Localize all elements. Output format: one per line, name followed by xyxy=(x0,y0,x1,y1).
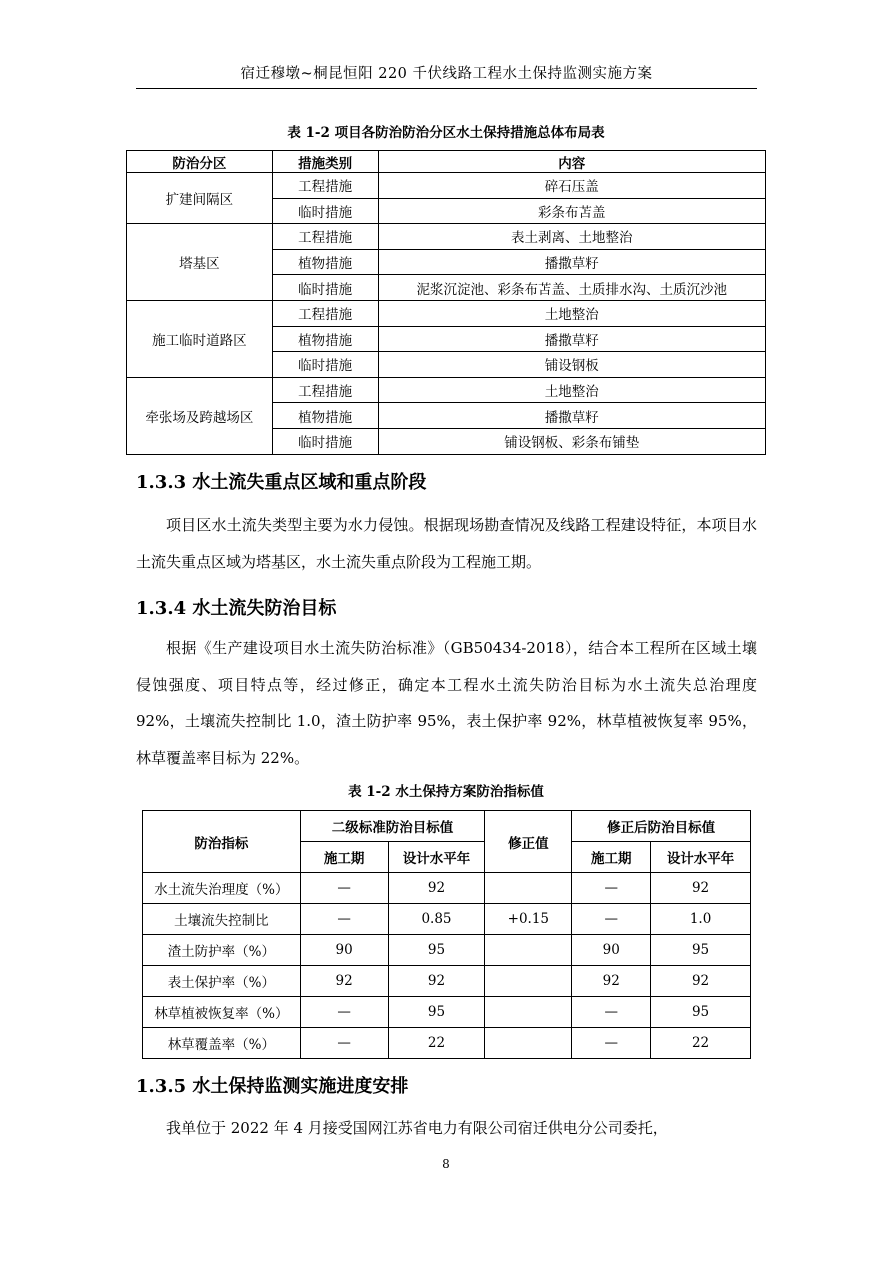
content-cell: 彩条布苫盖 xyxy=(378,198,765,224)
content-cell: 土地整治 xyxy=(378,300,765,326)
content-cell: 土地整治 xyxy=(378,377,765,403)
table-row xyxy=(143,997,751,1028)
value-cell: 22 xyxy=(651,1028,751,1059)
page-header: 宿迁穆墩~桐昆恒阳 220 千伏线路工程水土保持监测实施方案 xyxy=(240,66,653,82)
col-header-level2: 二级标准防治目标值 xyxy=(300,811,485,842)
type-cell: 工程措施 xyxy=(272,377,378,403)
col-header-content: 内容 xyxy=(378,151,765,173)
value-cell: 92 xyxy=(572,966,651,997)
content-cell: 表土剥离、土地整治 xyxy=(378,224,765,250)
sub-header-design: 设计水平年 xyxy=(651,842,751,873)
value-cell: 95 xyxy=(388,997,485,1028)
table-row xyxy=(143,935,751,966)
col-header-type: 措施类别 xyxy=(272,151,378,173)
header-rule xyxy=(136,88,757,89)
value-cell: 92 xyxy=(388,966,485,997)
section-heading-134: 1.3.4 水土流失防治目标 xyxy=(136,598,337,619)
value-cell: 90 xyxy=(572,935,651,966)
type-cell: 植物措施 xyxy=(272,326,378,352)
value-cell: 95 xyxy=(388,935,485,966)
col-header-correction: 修正值 xyxy=(485,811,572,873)
indicator-table xyxy=(142,810,751,1059)
page-number: 8 xyxy=(442,1157,450,1171)
value-cell: — xyxy=(572,997,651,1028)
value-cell: — xyxy=(300,997,388,1028)
value-cell: — xyxy=(300,904,388,935)
content-cell: 铺设钢板、彩条布铺垫 xyxy=(378,428,765,454)
correction-cell xyxy=(485,966,572,997)
paragraph-134: 根据《生产建设项目水土流失防治标准》（GB50434-2018），结合本工程所在区域土壤侵蚀强度、项目特点等，经过修正，确定本工程水土流失防治目标为水土流失总治理度 92%，土壤流失控制比 1.0，渣土防护率 95%，表土保护率 92%，林草植被恢复率 95%，林草覆盖率目标为 22%。 xyxy=(136,639,757,767)
value-cell: 92 xyxy=(388,873,485,904)
table-row xyxy=(127,173,766,199)
indicator-name: 林草植被恢复率（%） xyxy=(143,997,301,1028)
type-cell: 植物措施 xyxy=(272,249,378,275)
value-cell: 95 xyxy=(651,935,751,966)
content-cell: 泥浆沉淀池、彩条布苫盖、土质排水沟、土质沉沙池 xyxy=(378,275,765,301)
zone-cell: 牵张场及跨越场区 xyxy=(127,377,273,454)
correction-cell xyxy=(485,935,572,966)
value-cell: 22 xyxy=(388,1028,485,1059)
type-cell: 临时措施 xyxy=(272,352,378,378)
content-cell: 铺设钢板 xyxy=(378,352,765,378)
type-cell: 临时措施 xyxy=(272,428,378,454)
value-cell: 95 xyxy=(651,997,751,1028)
layout-table xyxy=(126,150,766,455)
content-cell: 播撒草籽 xyxy=(378,403,765,429)
indicator-name: 表土保护率（%） xyxy=(143,966,301,997)
type-cell: 临时措施 xyxy=(272,275,378,301)
paragraph-135: 我单位于 2022 年 4 月接受国网江苏省电力有限公司宿迁供电分公司委托， xyxy=(166,1119,668,1137)
content-cell: 播撒草籽 xyxy=(378,249,765,275)
value-cell: 1.0 xyxy=(651,904,751,935)
value-cell: — xyxy=(572,873,651,904)
correction-cell xyxy=(485,997,572,1028)
value-cell: — xyxy=(300,1028,388,1059)
sub-header-construction: 施工期 xyxy=(572,842,651,873)
table-row xyxy=(143,904,751,935)
value-cell: — xyxy=(572,904,651,935)
section-heading-135: 1.3.5 水土保持监测实施进度安排 xyxy=(136,1076,409,1097)
zone-cell: 施工临时道路区 xyxy=(127,300,273,377)
col-header-zone: 防治分区 xyxy=(127,151,273,173)
paragraph-133: 项目区水土流失类型主要为水力侵蚀。根据现场勘查情况及线路工程建设特征，本项目水土流失重点区域为塔基区，水土流失重点阶段为工程施工期。 xyxy=(136,516,757,571)
table-row xyxy=(143,1028,751,1059)
table-row xyxy=(127,377,766,403)
indicator-name: 林草覆盖率（%） xyxy=(143,1028,301,1059)
table-row xyxy=(143,966,751,997)
type-cell: 临时措施 xyxy=(272,198,378,224)
col-header-indicator: 防治指标 xyxy=(143,811,301,873)
sub-header-design: 设计水平年 xyxy=(388,842,485,873)
content-cell: 播撒草籽 xyxy=(378,326,765,352)
correction-cell: +0.15 xyxy=(485,904,572,935)
type-cell: 工程措施 xyxy=(272,224,378,250)
type-cell: 工程措施 xyxy=(272,300,378,326)
sub-header-construction: 施工期 xyxy=(300,842,388,873)
value-cell: 0.85 xyxy=(388,904,485,935)
value-cell: 92 xyxy=(300,966,388,997)
value-cell: 92 xyxy=(651,966,751,997)
table-row xyxy=(127,300,766,326)
table2-caption: 表 1-2 水土保持方案防治指标值 xyxy=(348,784,544,800)
value-cell: — xyxy=(300,873,388,904)
section-heading-133: 1.3.3 水土流失重点区域和重点阶段 xyxy=(136,472,427,493)
zone-cell: 塔基区 xyxy=(127,224,273,301)
value-cell: 92 xyxy=(651,873,751,904)
type-cell: 工程措施 xyxy=(272,173,378,199)
zone-cell: 扩建间隔区 xyxy=(127,173,273,224)
indicator-name: 渣土防护率（%） xyxy=(143,935,301,966)
col-header-revised: 修正后防治目标值 xyxy=(572,811,751,842)
value-cell: 90 xyxy=(300,935,388,966)
value-cell: — xyxy=(572,1028,651,1059)
table1-caption: 表 1-2 项目各防治防治分区水土保持措施总体布局表 xyxy=(287,125,605,141)
indicator-name: 水土流失治理度（%） xyxy=(143,873,301,904)
correction-cell xyxy=(485,873,572,904)
correction-cell xyxy=(485,1028,572,1059)
content-cell: 碎石压盖 xyxy=(378,173,765,199)
table-row xyxy=(127,224,766,250)
indicator-name: 土壤流失控制比 xyxy=(143,904,301,935)
type-cell: 植物措施 xyxy=(272,403,378,429)
table-row xyxy=(143,873,751,904)
